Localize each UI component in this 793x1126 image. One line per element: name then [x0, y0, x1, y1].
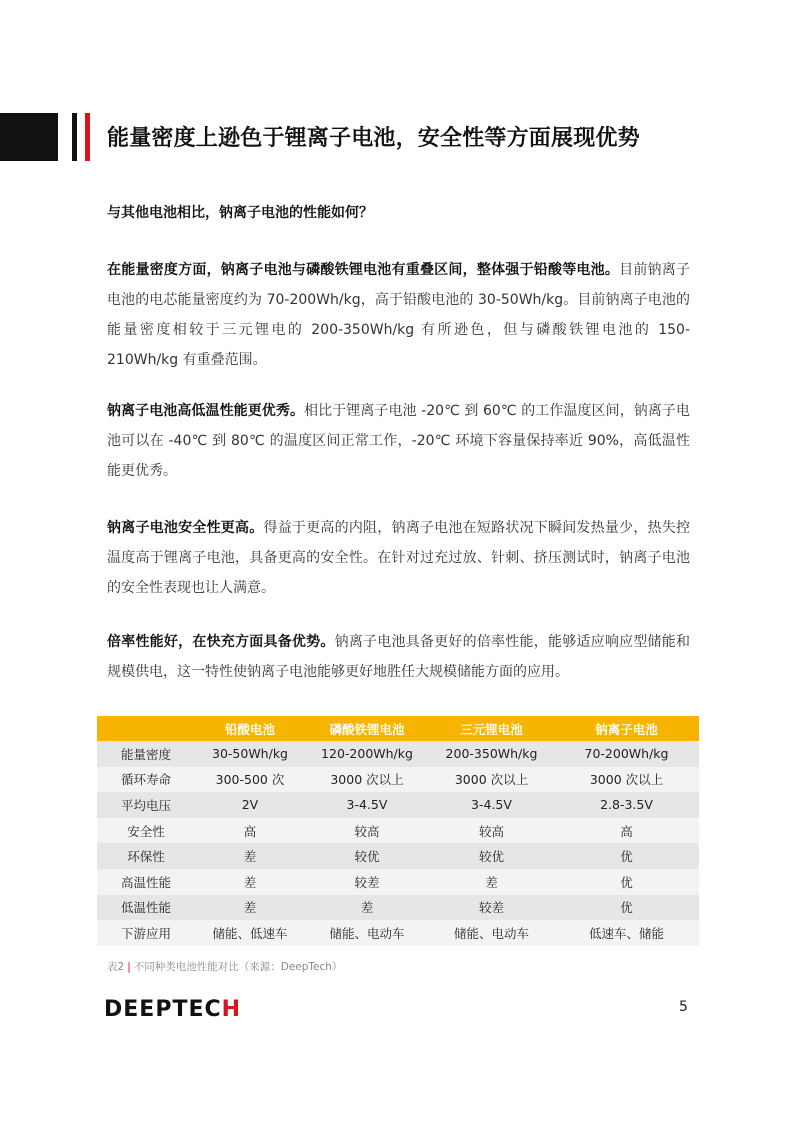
- paragraph-body: 相比于锂离子电池 -20℃ 到 60℃ 的工作温度区间，钠离子电池可以在 -40℃ 到 80℃ 的温度区间正常工作，-20℃ 环境下容量保持率近 90%，高低温性能更优秀。: [107, 403, 690, 479]
- table-cell: 较高: [305, 818, 429, 844]
- table-cell: 高: [195, 818, 305, 844]
- table-cell: 差: [195, 895, 305, 921]
- table-cell: 较优: [429, 843, 554, 869]
- header-cell-empty: [97, 716, 195, 741]
- table-cell: 较差: [429, 895, 554, 921]
- battery-comparison-table: [97, 716, 699, 946]
- table-cell: 120-200Wh/kg: [305, 741, 429, 767]
- table-cell: 低速车、储能: [554, 920, 699, 946]
- table-cell: 3-4.5V: [429, 792, 554, 818]
- table-cell: 较差: [305, 869, 429, 895]
- table-cell: 差: [305, 895, 429, 921]
- row-label: 低温性能: [97, 895, 195, 921]
- header-black-block: [0, 113, 58, 161]
- row-label: 平均电压: [97, 792, 195, 818]
- logo-accent-letter: H: [221, 997, 242, 1022]
- table-cell: 3000 次以上: [554, 767, 699, 793]
- header-cell-lfp: 磷酸铁锂电池: [305, 716, 429, 741]
- table-cell: 高: [554, 818, 699, 844]
- page-title: 能量密度上逊色于锂离子电池，安全性等方面展现优势: [107, 126, 640, 151]
- table-cell: 300-500 次: [195, 767, 305, 793]
- table-row: [97, 741, 699, 767]
- paragraph-body: 目前钠离子电池的电芯能量密度约为 70-200Wh/kg，高于铅酸电池的 30-50Wh/kg。目前钠离子电池的能量密度相较于三元锂电的 200-350Wh/kg 有所逊色，但与磷酸铁锂电池的 150-210Wh/kg 有重叠范围。: [107, 262, 691, 368]
- paragraph-lead: 钠离子电池高低温性能更优秀。: [107, 403, 305, 419]
- table-cell: 优: [554, 895, 699, 921]
- table-cell: 3000 次以上: [429, 767, 554, 793]
- table-cell: 差: [195, 869, 305, 895]
- table-cell: 较高: [429, 818, 554, 844]
- table-header-row: [97, 716, 699, 741]
- paragraph-body: 钠离子电池具备更好的倍率性能，能够适应响应型储能和规模供电，这一特性使钠离子电池能够更好地胜任大规模储能方面的应用。: [107, 634, 691, 680]
- table-cell: 差: [429, 869, 554, 895]
- table-row: [97, 869, 699, 895]
- section-question: 与其他电池相比，钠离子电池的性能如何？: [107, 205, 373, 221]
- header-cell-lead-acid: 铅酸电池: [195, 716, 305, 741]
- table-row: [97, 792, 699, 818]
- table-cell: 70-200Wh/kg: [554, 741, 699, 767]
- logo-text: DEEPTEC: [104, 997, 222, 1022]
- row-label: 能量密度: [97, 741, 195, 767]
- table-cell: 3000 次以上: [305, 767, 429, 793]
- table-cell: 200-350Wh/kg: [429, 741, 554, 767]
- paragraph-body: 得益于更高的内阻，钠离子电池在短路状况下瞬间发热量少，热失控温度高于锂离子电池，具备更高的安全性。在针对过充过放、针刺、挤压测试时，钠离子电池的安全性表现也让人满意。: [107, 520, 691, 596]
- caption-separator: |: [127, 961, 131, 973]
- table-caption: [107, 959, 342, 974]
- paragraph-lead: 在能量密度方面，钠离子电池与磷酸铁锂电池有重叠区间，整体强于铅酸等电池。: [107, 262, 620, 278]
- row-label: 下游应用: [97, 920, 195, 946]
- table-row: [97, 920, 699, 946]
- caption-label: 表2: [107, 961, 125, 973]
- table-row: [97, 818, 699, 844]
- paragraph-energy-density: [107, 255, 690, 375]
- paragraph-lead: 钠离子电池安全性更高。: [107, 520, 264, 536]
- header-cell-ternary: 三元锂电池: [429, 716, 554, 741]
- table-cell: 储能、低速车: [195, 920, 305, 946]
- header-cell-sodium: 钠离子电池: [554, 716, 699, 741]
- paragraph-lead: 倍率性能好，在快充方面具备优势。: [107, 634, 335, 650]
- row-label: 安全性: [97, 818, 195, 844]
- paragraph-rate-performance: [107, 627, 690, 687]
- paragraph-temperature: [107, 396, 690, 486]
- row-label: 循环寿命: [97, 767, 195, 793]
- header-red-bar: [85, 113, 90, 161]
- table-cell: 2V: [195, 792, 305, 818]
- header-black-bar: [72, 113, 77, 161]
- table-cell: 优: [554, 843, 699, 869]
- table-cell: 优: [554, 869, 699, 895]
- paragraph-safety: [107, 513, 690, 603]
- table-cell: 2.8-3.5V: [554, 792, 699, 818]
- page-number: 5: [679, 999, 688, 1015]
- table-cell: 30-50Wh/kg: [195, 741, 305, 767]
- table-row: [97, 843, 699, 869]
- caption-text: 不同种类电池性能对比（来源：DeepTech）: [133, 961, 343, 973]
- table-cell: 较优: [305, 843, 429, 869]
- table-cell: 储能、电动车: [429, 920, 554, 946]
- table-row: [97, 895, 699, 921]
- table-cell: 3-4.5V: [305, 792, 429, 818]
- deeptech-logo: [104, 997, 241, 1022]
- table-cell: 储能、电动车: [305, 920, 429, 946]
- table-row: [97, 767, 699, 793]
- row-label: 高温性能: [97, 869, 195, 895]
- row-label: 环保性: [97, 843, 195, 869]
- table-cell: 差: [195, 843, 305, 869]
